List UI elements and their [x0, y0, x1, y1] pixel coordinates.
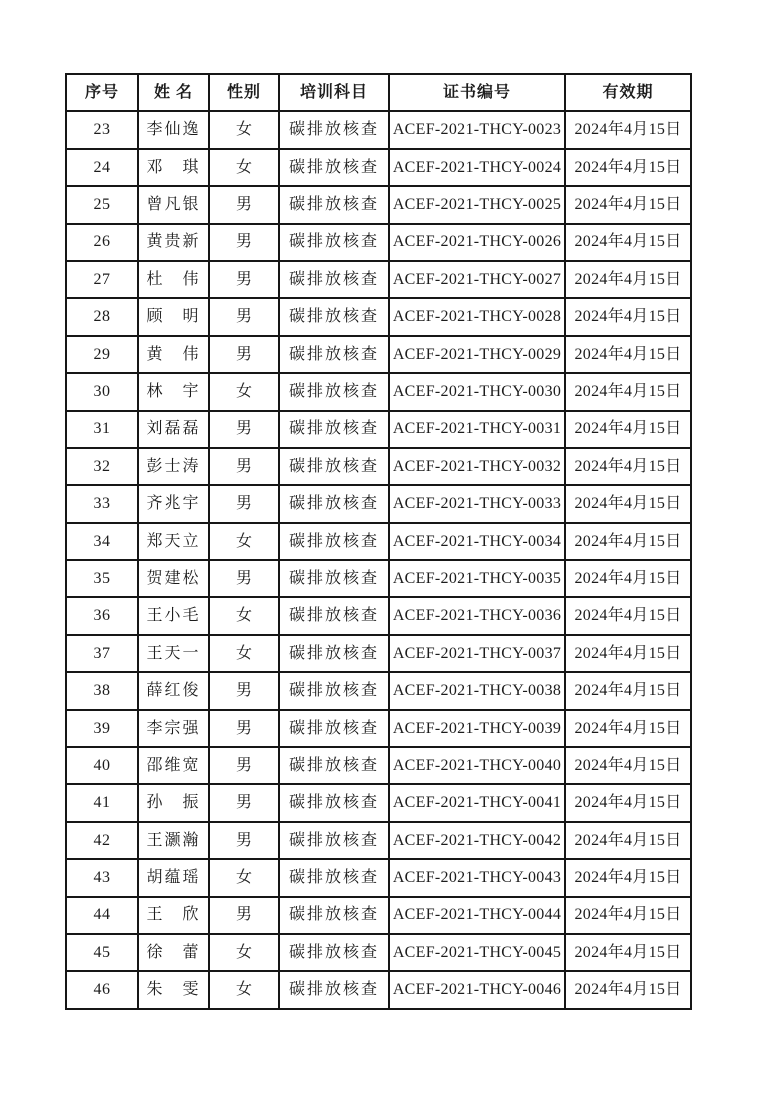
cell-validity: 2024年4月15日: [565, 859, 691, 896]
cell-validity: 2024年4月15日: [565, 186, 691, 223]
cell-index: 37: [66, 635, 138, 672]
col-header-certificate-no: 证书编号: [389, 74, 565, 111]
cell-name: 胡蕴瑶: [138, 859, 209, 896]
table-row: [66, 971, 691, 1008]
table-row: [66, 822, 691, 859]
table-row: [66, 448, 691, 485]
cell-validity: 2024年4月15日: [565, 597, 691, 634]
table-row: [66, 336, 691, 373]
table-row: [66, 897, 691, 934]
cell-subject: 碳排放核查: [279, 747, 389, 784]
table-row: [66, 261, 691, 298]
cell-subject: 碳排放核查: [279, 971, 389, 1008]
cell-certificate-no: ACEF-2021-THCY-0034: [389, 523, 565, 560]
cell-index: 38: [66, 672, 138, 709]
cell-subject: 碳排放核查: [279, 822, 389, 859]
col-header-subject: 培训科目: [279, 74, 389, 111]
cell-gender: 男: [209, 560, 279, 597]
cell-index: 40: [66, 747, 138, 784]
cell-subject: 碳排放核查: [279, 784, 389, 821]
cell-gender: 男: [209, 672, 279, 709]
cell-subject: 碳排放核查: [279, 298, 389, 335]
cell-subject: 碳排放核查: [279, 448, 389, 485]
cell-gender: 男: [209, 710, 279, 747]
table-row: [66, 710, 691, 747]
cell-name: 贺建松: [138, 560, 209, 597]
cell-name: 王 欣: [138, 897, 209, 934]
cell-name: 林 宇: [138, 373, 209, 410]
table-row: [66, 560, 691, 597]
cell-validity: 2024年4月15日: [565, 523, 691, 560]
cell-index: 26: [66, 224, 138, 261]
table-row: [66, 597, 691, 634]
cell-validity: 2024年4月15日: [565, 971, 691, 1008]
cell-gender: 女: [209, 523, 279, 560]
cell-subject: 碳排放核查: [279, 149, 389, 186]
cell-gender: 男: [209, 747, 279, 784]
cell-name: 徐 蕾: [138, 934, 209, 971]
cell-certificate-no: ACEF-2021-THCY-0045: [389, 934, 565, 971]
cell-gender: 女: [209, 635, 279, 672]
cell-gender: 男: [209, 822, 279, 859]
cell-gender: 男: [209, 224, 279, 261]
table-row: [66, 747, 691, 784]
table-row: [66, 672, 691, 709]
cell-name: 薛红俊: [138, 672, 209, 709]
cell-name: 朱 雯: [138, 971, 209, 1008]
cell-name: 郑天立: [138, 523, 209, 560]
cell-name: 邵维宽: [138, 747, 209, 784]
cell-index: 27: [66, 261, 138, 298]
table-row: [66, 111, 691, 148]
col-header-validity: 有效期: [565, 74, 691, 111]
cell-validity: 2024年4月15日: [565, 448, 691, 485]
cell-certificate-no: ACEF-2021-THCY-0031: [389, 411, 565, 448]
cell-index: 30: [66, 373, 138, 410]
cell-gender: 女: [209, 859, 279, 896]
cell-index: 34: [66, 523, 138, 560]
cell-validity: 2024年4月15日: [565, 224, 691, 261]
table-row: [66, 485, 691, 522]
cell-index: 35: [66, 560, 138, 597]
cell-subject: 碳排放核查: [279, 710, 389, 747]
cell-name: 黄 伟: [138, 336, 209, 373]
cell-certificate-no: ACEF-2021-THCY-0027: [389, 261, 565, 298]
cell-index: 29: [66, 336, 138, 373]
cell-gender: 男: [209, 784, 279, 821]
cell-validity: 2024年4月15日: [565, 261, 691, 298]
cell-certificate-no: ACEF-2021-THCY-0030: [389, 373, 565, 410]
cell-certificate-no: ACEF-2021-THCY-0040: [389, 747, 565, 784]
cell-index: 32: [66, 448, 138, 485]
table-row: [66, 298, 691, 335]
table-row: [66, 859, 691, 896]
cell-name: 顾 明: [138, 298, 209, 335]
cell-certificate-no: ACEF-2021-THCY-0032: [389, 448, 565, 485]
cell-certificate-no: ACEF-2021-THCY-0036: [389, 597, 565, 634]
cell-certificate-no: ACEF-2021-THCY-0046: [389, 971, 565, 1008]
cell-validity: 2024年4月15日: [565, 784, 691, 821]
cell-subject: 碳排放核查: [279, 897, 389, 934]
cell-gender: 男: [209, 186, 279, 223]
table-row: [66, 934, 691, 971]
cell-name: 王天一: [138, 635, 209, 672]
cell-index: 44: [66, 897, 138, 934]
cell-index: 41: [66, 784, 138, 821]
cell-name: 刘磊磊: [138, 411, 209, 448]
cell-certificate-no: ACEF-2021-THCY-0043: [389, 859, 565, 896]
cell-validity: 2024年4月15日: [565, 373, 691, 410]
table-row: [66, 224, 691, 261]
cell-validity: 2024年4月15日: [565, 747, 691, 784]
cell-name: 李宗强: [138, 710, 209, 747]
cell-index: 33: [66, 485, 138, 522]
cell-certificate-no: ACEF-2021-THCY-0044: [389, 897, 565, 934]
cell-name: 杜 伟: [138, 261, 209, 298]
col-header-gender: 性别: [209, 74, 279, 111]
cell-validity: 2024年4月15日: [565, 298, 691, 335]
cell-name: 邓 琪: [138, 149, 209, 186]
cell-index: 42: [66, 822, 138, 859]
cell-certificate-no: ACEF-2021-THCY-0023: [389, 111, 565, 148]
cell-index: 45: [66, 934, 138, 971]
cell-validity: 2024年4月15日: [565, 336, 691, 373]
cell-gender: 男: [209, 336, 279, 373]
table-row: [66, 411, 691, 448]
cell-certificate-no: ACEF-2021-THCY-0026: [389, 224, 565, 261]
cell-validity: 2024年4月15日: [565, 672, 691, 709]
cell-validity: 2024年4月15日: [565, 822, 691, 859]
cell-subject: 碳排放核查: [279, 411, 389, 448]
cell-gender: 男: [209, 261, 279, 298]
cell-validity: 2024年4月15日: [565, 934, 691, 971]
cell-gender: 女: [209, 149, 279, 186]
cell-subject: 碳排放核查: [279, 111, 389, 148]
cell-name: 黄贵新: [138, 224, 209, 261]
cell-certificate-no: ACEF-2021-THCY-0033: [389, 485, 565, 522]
cell-certificate-no: ACEF-2021-THCY-0041: [389, 784, 565, 821]
table-row: [66, 186, 691, 223]
cell-name: 孙 振: [138, 784, 209, 821]
cell-subject: 碳排放核查: [279, 560, 389, 597]
cell-subject: 碳排放核查: [279, 859, 389, 896]
cell-index: 43: [66, 859, 138, 896]
cell-certificate-no: ACEF-2021-THCY-0024: [389, 149, 565, 186]
table-row: [66, 784, 691, 821]
cell-validity: 2024年4月15日: [565, 710, 691, 747]
cell-name: 王小毛: [138, 597, 209, 634]
table-row: [66, 373, 691, 410]
cell-validity: 2024年4月15日: [565, 111, 691, 148]
cell-index: 28: [66, 298, 138, 335]
cell-name: 齐兆宇: [138, 485, 209, 522]
cell-index: 36: [66, 597, 138, 634]
cell-certificate-no: ACEF-2021-THCY-0029: [389, 336, 565, 373]
cell-certificate-no: ACEF-2021-THCY-0042: [389, 822, 565, 859]
cell-validity: 2024年4月15日: [565, 411, 691, 448]
cell-subject: 碳排放核查: [279, 224, 389, 261]
cell-validity: 2024年4月15日: [565, 149, 691, 186]
cell-gender: 男: [209, 298, 279, 335]
cell-subject: 碳排放核查: [279, 261, 389, 298]
cell-gender: 女: [209, 597, 279, 634]
cell-certificate-no: ACEF-2021-THCY-0035: [389, 560, 565, 597]
cell-index: 39: [66, 710, 138, 747]
cell-validity: 2024年4月15日: [565, 560, 691, 597]
table-row: [66, 635, 691, 672]
cell-gender: 男: [209, 448, 279, 485]
col-header-index: 序号: [66, 74, 138, 111]
cell-name: 李仙逸: [138, 111, 209, 148]
cell-index: 25: [66, 186, 138, 223]
cell-gender: 女: [209, 971, 279, 1008]
cell-index: 24: [66, 149, 138, 186]
cell-name: 王灏瀚: [138, 822, 209, 859]
cell-certificate-no: ACEF-2021-THCY-0038: [389, 672, 565, 709]
cell-certificate-no: ACEF-2021-THCY-0039: [389, 710, 565, 747]
table-row: [66, 149, 691, 186]
certificate-table: [65, 73, 692, 1010]
cell-index: 31: [66, 411, 138, 448]
cell-subject: 碳排放核查: [279, 934, 389, 971]
cell-gender: 女: [209, 111, 279, 148]
cell-subject: 碳排放核查: [279, 373, 389, 410]
cell-index: 46: [66, 971, 138, 1008]
cell-index: 23: [66, 111, 138, 148]
cell-gender: 男: [209, 411, 279, 448]
cell-name: 彭士涛: [138, 448, 209, 485]
cell-subject: 碳排放核查: [279, 672, 389, 709]
cell-subject: 碳排放核查: [279, 597, 389, 634]
cell-subject: 碳排放核查: [279, 336, 389, 373]
cell-name: 曾凡银: [138, 186, 209, 223]
cell-gender: 男: [209, 485, 279, 522]
cell-subject: 碳排放核查: [279, 523, 389, 560]
col-header-name: 姓 名: [138, 74, 209, 111]
cell-gender: 女: [209, 934, 279, 971]
cell-subject: 碳排放核查: [279, 186, 389, 223]
cell-subject: 碳排放核查: [279, 485, 389, 522]
cell-certificate-no: ACEF-2021-THCY-0037: [389, 635, 565, 672]
cell-gender: 女: [209, 373, 279, 410]
table-header-row: [66, 74, 691, 111]
cell-validity: 2024年4月15日: [565, 635, 691, 672]
table-body: [66, 111, 691, 1008]
cell-certificate-no: ACEF-2021-THCY-0025: [389, 186, 565, 223]
cell-subject: 碳排放核查: [279, 635, 389, 672]
table-row: [66, 523, 691, 560]
cell-gender: 男: [209, 897, 279, 934]
cell-validity: 2024年4月15日: [565, 485, 691, 522]
cell-validity: 2024年4月15日: [565, 897, 691, 934]
cell-certificate-no: ACEF-2021-THCY-0028: [389, 298, 565, 335]
